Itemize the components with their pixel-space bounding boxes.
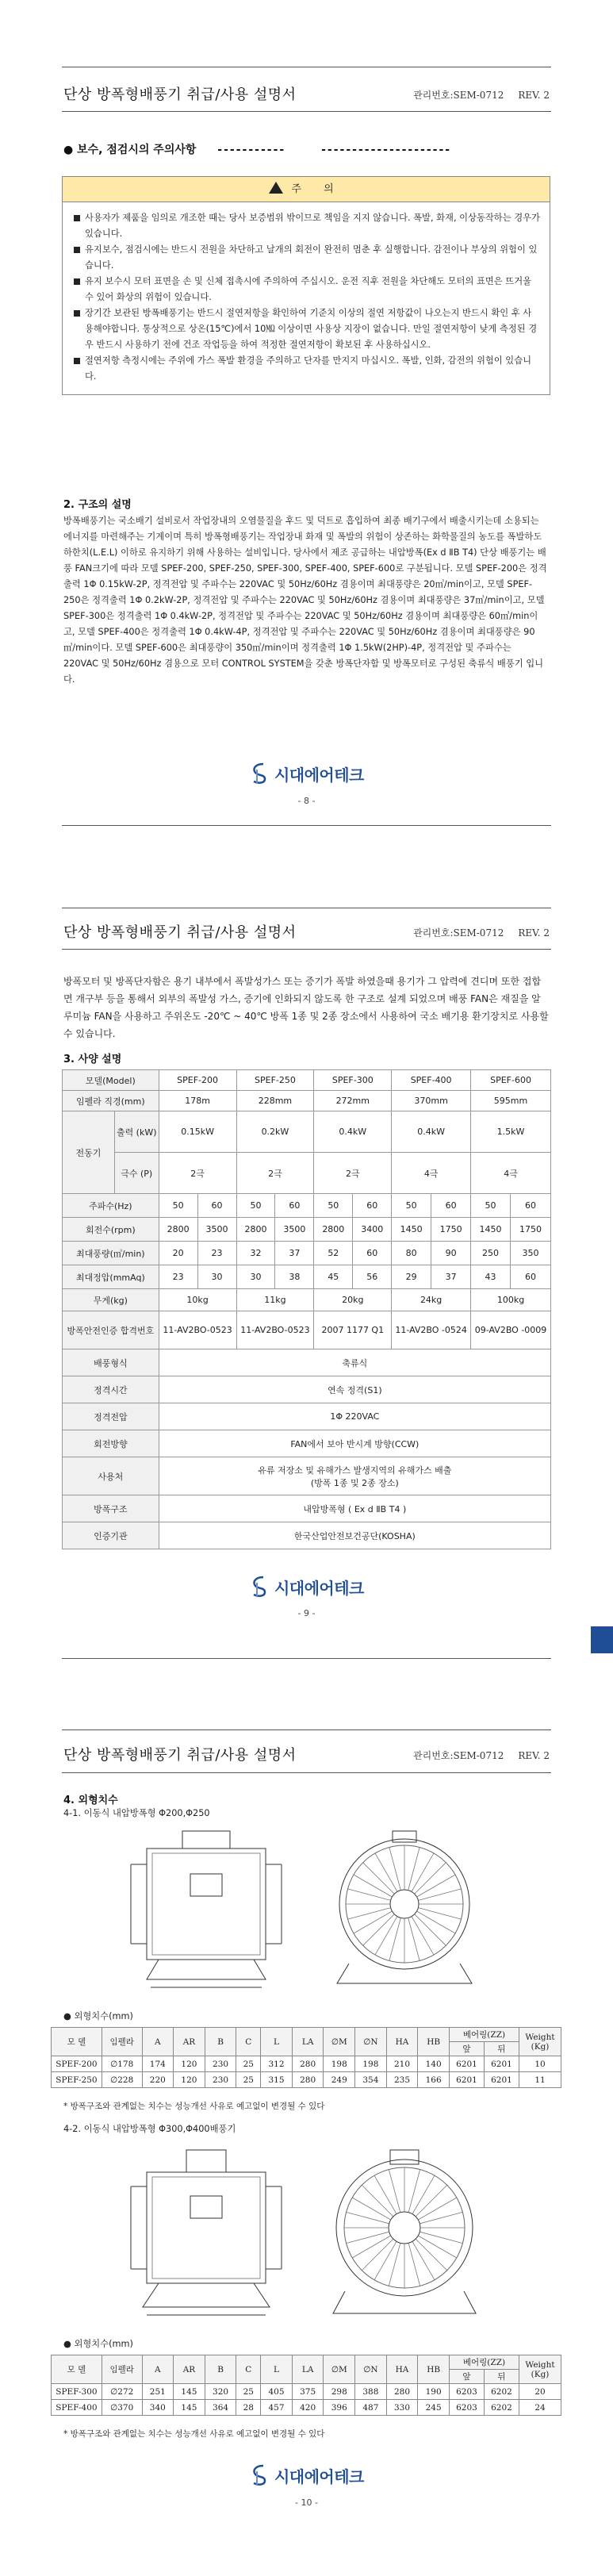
grille-spoke — [389, 1918, 400, 1960]
dim-cell: 235 — [386, 2072, 418, 2088]
spec-cell: 23 — [159, 1265, 197, 1289]
dim-header: HA — [386, 2028, 418, 2056]
grille-spoke — [374, 2241, 397, 2279]
dim-cell: 25 — [236, 2072, 261, 2088]
spec-row-rpm: 회전수(rpm) 2800 3500 2800 3500 2800 3400 1450 1750 1450 1750 — [63, 1218, 551, 1242]
grille-spoke — [352, 2198, 390, 2220]
grille-spoke — [362, 2239, 393, 2271]
spec-row-usage: 사용처 유류 저장소 및 유해가스 발생지역의 유해가스 배출 (방폭 1종 및 2종 장소) — [63, 1457, 551, 1495]
spec-title: 3. 사양 설명 — [63, 1054, 122, 1065]
dim-header: LA — [292, 2355, 324, 2384]
dim-cell: 6202 — [484, 2384, 519, 2400]
caution-list — [63, 202, 550, 394]
grille-spoke — [418, 2236, 456, 2258]
fan-drawing-300-400 — [63, 2140, 547, 2323]
caution-item: 절연저항 측정시에는 주위에 가스 폭발 환경을 주의하고 단자를 만지지 마십시오. 폭발, 인화, 감전의 위험이 있습니다. — [74, 353, 540, 385]
spec-cell: 23 — [197, 1242, 236, 1265]
dim-header: ∅N — [355, 2028, 387, 2056]
spec-cell: 3400 — [353, 1218, 392, 1242]
subsection-2-title: 4-2. 이동식 내압방폭형 Φ300,Φ400배풍기 — [63, 2124, 236, 2134]
spec-cell: 2800 — [314, 1218, 353, 1242]
spec-cell: 30 — [236, 1265, 275, 1289]
spec-cell: 1450 — [471, 1218, 511, 1242]
spec-cell: 2800 — [159, 1218, 197, 1242]
dimension-title: 4. 외형치수 — [63, 1795, 118, 1806]
grille-spoke — [412, 2175, 435, 2213]
spec-cell: 29 — [392, 1265, 431, 1289]
grille-spoke — [352, 2236, 390, 2258]
dim-cell: SPEF-200 — [52, 2056, 102, 2072]
page-8 — [0, 0, 613, 841]
dim-cell: 220 — [142, 2072, 174, 2088]
dim-header: 임펠라 — [102, 2355, 142, 2384]
page-number: - 10 - — [295, 2497, 318, 2508]
logo-mark-icon — [249, 762, 271, 785]
grille-spoke — [389, 2170, 400, 2213]
spec-cell: 1750 — [510, 1218, 550, 1242]
spec-row-cert-org: 인증기관 한국산업안전보건공단(KOSHA) — [63, 1522, 551, 1549]
spec-table — [62, 1069, 551, 1549]
caution-item: 사용자가 제품을 임의로 개조한 때는 당사 보증범위 밖이므로 책임을 지지 않습니다. 폭발, 화재, 이상동작하는 경우가 있습니다. — [74, 210, 540, 242]
spec-cell: 60 — [510, 1194, 550, 1218]
spec-row-frequency: 주파수(Hz) 50 60 50 60 50 60 50 60 50 60 — [63, 1194, 551, 1218]
structure-title: 2. 구조의 설명 — [63, 499, 132, 511]
spec-cell: 80 — [392, 1242, 431, 1265]
dim-cell: 315 — [261, 2072, 293, 2088]
grille-spoke — [408, 2243, 420, 2286]
dim-header: L — [261, 2028, 293, 2056]
dim-header: B — [205, 2355, 236, 2384]
grille-spoke — [408, 2170, 420, 2213]
spec-row-weight: 무게(kg) 10kg 11kg 20kg 24kg 100kg — [63, 1289, 551, 1311]
dim-cell: 140 — [418, 2056, 450, 2072]
spec-row-output: 전동기 출력 (kW) 0.15kW 0.2kW 0.4kW 0.4kW 1.5kW — [63, 1111, 551, 1153]
spec-row-rotation: 회전방향 FAN에서 보아 반시계 방향(CCW) — [63, 1430, 551, 1457]
grille-spoke — [374, 2175, 397, 2213]
dim-cell: 198 — [324, 2056, 355, 2072]
spec-cell: 50 — [392, 1194, 431, 1218]
dim-cell: SPEF-250 — [52, 2072, 102, 2088]
dim-cell: 24 — [519, 2400, 561, 2416]
spec-row-impeller: 임펠라 직경(mm) 178m 228mm 272mm 370mm 595mm — [63, 1091, 551, 1111]
dim-header: C — [236, 2028, 261, 2056]
page-10 — [0, 1666, 613, 2576]
grille-spoke — [420, 2232, 462, 2243]
intro-text: 방폭모터 및 방폭단자함은 용기 내부에서 폭발성가스 또는 증기가 폭발 하였을때 용기가 그 압력에 견디며 또한 접합면 개구부 등을 통해서 외부의 폭발성 가스, 증기에 인화되지 않도록 한 구조로 설계 되었으며 배풍 FAN은 재질을 알루미늄 FAN을 사용하고 주위온도 -20℃ ~ 40℃ 방폭 1종 및 2종 장소에서 사용하여 국소 배기용 환기장치로 사용할 수 있습니다. — [63, 976, 549, 1039]
dim-cell: 20 — [519, 2384, 561, 2400]
spec-row-max-pressure: 최대정압(mmAq) 23 30 30 38 45 56 29 37 43 60 — [63, 1265, 551, 1289]
spec-row-max-flow: 최대풍량(㎥/min) 20 23 32 37 52 60 80 90 250 350 — [63, 1242, 551, 1265]
dim-subheader: 앞 — [449, 2042, 484, 2056]
spec-cell: 90 — [431, 1242, 471, 1265]
doc-control — [399, 1749, 550, 1762]
dim-header: B — [205, 2028, 236, 2056]
dim-cell: 6201 — [484, 2072, 519, 2088]
control-number: 관리번호:SEM-0712 — [413, 1750, 504, 1761]
dim-cell: ∅272 — [102, 2384, 142, 2400]
spec-cell: 30 — [197, 1265, 236, 1289]
dimension-note-2: * 방폭구조와 관계없는 치수는 성능개선 사유로 예고없이 변경될 수 있다 — [63, 2429, 325, 2439]
spec-cell: 60 — [510, 1265, 550, 1289]
spec-cell: 60 — [197, 1194, 236, 1218]
dim-cell: 249 — [324, 2072, 355, 2088]
company-logo — [0, 2463, 613, 2487]
spec-cell: 60 — [353, 1242, 392, 1265]
spec-row-explosion: 방폭구조 내압방폭형 ( Ex d ⅡB T4 ) — [63, 1495, 551, 1522]
company-logo — [0, 1575, 613, 1599]
company-name: 시대에어테크 — [274, 765, 364, 785]
dim-cell: 6201 — [449, 2056, 484, 2072]
dim-cell: 320 — [205, 2384, 236, 2400]
dim-cell: 120 — [174, 2056, 205, 2072]
spec-cell: 350 — [510, 1242, 550, 1265]
dim-header: 임펠라 — [102, 2028, 142, 2056]
grille-spoke — [347, 2212, 389, 2223]
spec-row-model: 모델(Model) SPEF-200 SPEF-250 SPEF-300 SPEF-400 SPEF-600 — [63, 1070, 551, 1091]
caution-box — [62, 176, 550, 395]
dim-cell: 230 — [205, 2056, 236, 2072]
dim-cell: 145 — [174, 2400, 205, 2416]
dim-cell: 405 — [261, 2384, 293, 2400]
dim-cell: 190 — [418, 2384, 450, 2400]
spec-cell: 60 — [431, 1194, 471, 1218]
dim-header: 모 델 — [52, 2355, 102, 2384]
dim-cell: ∅228 — [102, 2072, 142, 2088]
spec-cell: 38 — [275, 1265, 314, 1289]
header-top-rule — [62, 1729, 551, 1730]
spec-cell: 37 — [275, 1242, 314, 1265]
grille-spoke — [408, 1848, 420, 1891]
grille-spoke — [418, 2198, 456, 2220]
spec-cell: 3500 — [197, 1218, 236, 1242]
dim-cell: 245 — [418, 2400, 450, 2416]
spec-cell: 1750 — [431, 1218, 471, 1242]
grille-spoke — [412, 2241, 435, 2279]
dim-cell: 10 — [519, 2056, 561, 2072]
dim-cell: 6201 — [484, 2056, 519, 2072]
dim-cell: ∅178 — [102, 2056, 142, 2072]
spec-cell: 1450 — [392, 1218, 431, 1242]
doc-control — [399, 926, 550, 939]
structure-text: 방폭배풍기는 국소배기 설비로서 작업장내의 오염물질을 후드 및 덕트로 흡입하여 최종 배기구에서 배출시키는데 소용되는 에너지를 마련해주는 기계이며 특히 방폭형배풍기는 작업장내 화재 및 폭발의 위험이 상존하는 화학물질의 농도를 폭발하도 하한치(L.E.L) 이하로 유지하기 위해 사용하는 설비입니다. 당사에서 제조 공급하는 내압방폭(Ex d ⅡB T4) 단상 배풍기는 배풍 FAN크기에 따라 모델 SPEF-200, SPEF-250, SPEF-300, SPEF-400, SPEF-600로 구분됩니다. 모델 SPEF-200은 정격출력 1Φ 0.15kW-2P, 정격전압 및 주파수는 220VAC 및 50Hz/60Hz 겸용이며 최대풍량은 20㎥/min이고, 모델 SPEF- 250은 정격출력 1Φ 0.2kW-2P, 정격전압 및 주파수는 220VAC 및 50Hz/60Hz 겸용이며 최대풍량은 37㎥/min이고, 모델 SPEF-300은 정격출력 1Φ 0.4kW-2P, 정격전압 및 주파수는 220VAC 및 50Hz/60Hz 겸용이며 최대풍량은 60㎥/min이고, 모델 SPEF-400은 정격출력 1Φ 0.4kW-4P, 정격전압 및 주파수는 220VAC 및 50Hz/60Hz 겸용이며 최대풍량은 90㎥/min이다. 모델 SPEF-600은 최대풍량이 350㎥/min이며 정격출력 1Φ 1.5kW(2HP)-4P, 정격전압 및 주파수는 220VAC 및 50Hz/60Hz 겸용으로 모터 CONTROL SYSTEM을 갖춘 방폭단자함 및 방폭모터로 구성된 축류식 배풍기 입니다. — [63, 516, 547, 685]
spec-row-poles: 극수 (P) 2극 2극 2극 4극 4극 — [63, 1153, 551, 1194]
grille-spoke — [362, 2185, 393, 2217]
dim-header: ∅M — [324, 2355, 355, 2384]
dim-cell: 388 — [355, 2384, 387, 2400]
table-row — [52, 2384, 561, 2400]
caution-item: 유지보수, 점검시에는 반드시 전원을 차단하고 날개의 회전이 완전히 멈춘 후 실행합니다. 감전이나 부상의 위험이 있습니다. — [74, 242, 540, 274]
dim-cell: 487 — [355, 2400, 387, 2416]
grille-spoke — [348, 1889, 391, 1900]
page-separator — [62, 1658, 551, 1659]
dim-cell: 6203 — [449, 2400, 484, 2416]
logo-mark-icon — [249, 2463, 271, 2487]
dim-header: LA — [292, 2028, 324, 2056]
dim-header: HB — [418, 2028, 450, 2056]
dim-header: A — [142, 2028, 174, 2056]
dim-cell: 145 — [174, 2384, 205, 2400]
warning-icon — [269, 182, 283, 194]
fan-drawing-200-250 — [63, 1825, 547, 1995]
spec-cell: 43 — [471, 1265, 511, 1289]
spec-cell: 50 — [159, 1194, 197, 1218]
dim-cell: 174 — [142, 2056, 174, 2072]
dim-cell: 210 — [386, 2056, 418, 2072]
spec-cell: 250 — [471, 1242, 511, 1265]
revision: REV. 2 — [518, 90, 550, 101]
dim-header: A — [142, 2355, 174, 2384]
spec-cell: 45 — [314, 1265, 353, 1289]
control-number: 관리번호:SEM-0712 — [413, 927, 504, 939]
table-row — [52, 2072, 561, 2088]
dim-cell: 354 — [355, 2072, 387, 2088]
grille-spoke — [418, 1889, 461, 1900]
spec-cell: 52 — [314, 1242, 353, 1265]
dim-subheader: 뒤 — [484, 2042, 519, 2056]
spec-cell: 3500 — [275, 1218, 314, 1242]
spec-cell: 60 — [353, 1194, 392, 1218]
dim-cell: 11 — [519, 2072, 561, 2088]
dim-header: C — [236, 2355, 261, 2384]
page-separator — [62, 825, 551, 826]
dim-cell: 340 — [142, 2400, 174, 2416]
header-bottom-rule — [62, 111, 551, 112]
dim-cell: 6203 — [449, 2384, 484, 2400]
spec-cell: 50 — [314, 1194, 353, 1218]
dim-subheader: 앞 — [449, 2370, 484, 2384]
dimension-label-1: ● 외형치수(mm) — [63, 2011, 133, 2021]
company-logo — [0, 762, 613, 785]
header-bottom-rule — [62, 949, 551, 950]
dim-header: L — [261, 2355, 293, 2384]
doc-title: 단상 방폭형배풍기 취급/사용 설명서 — [63, 1747, 297, 1764]
dim-cell: 280 — [386, 2384, 418, 2400]
dim-header: AR — [174, 2355, 205, 2384]
dim-header: 베어링(ZZ) — [449, 2028, 519, 2042]
control-number: 관리번호:SEM-0712 — [413, 90, 504, 101]
grille-spoke — [389, 1848, 400, 1891]
spec-cell: 32 — [236, 1242, 275, 1265]
dim-header: HB — [418, 2355, 450, 2384]
dim-header: ∅N — [355, 2355, 387, 2384]
header-bottom-rule — [62, 1772, 551, 1773]
spec-row-rating: 정격시간 연속 정격(S1) — [63, 1376, 551, 1403]
logo-mark-icon — [249, 1575, 271, 1599]
spec-cell: 37 — [431, 1265, 471, 1289]
dim-cell: 280 — [292, 2056, 324, 2072]
dim-cell: 457 — [261, 2400, 293, 2416]
dimension-note-1: * 방폭구조와 관계없는 치수는 성능개선 사유로 예고없이 변경될 수 있다 — [63, 2102, 325, 2111]
dim-header: AR — [174, 2028, 205, 2056]
dim-cell: 120 — [174, 2072, 205, 2088]
dim-cell: 298 — [324, 2384, 355, 2400]
dimension-label-2: ● 외형치수(mm) — [63, 2339, 133, 2349]
dimension-table-2 — [51, 2355, 561, 2416]
page-number: - 8 - — [297, 796, 316, 806]
revision: REV. 2 — [518, 927, 550, 939]
dim-header: Weight (Kg) — [519, 2028, 561, 2056]
company-name: 시대에어테크 — [274, 2467, 364, 2486]
dim-header: HA — [386, 2355, 418, 2384]
doc-title: 단상 방폭형배풍기 취급/사용 설명서 — [63, 86, 297, 103]
dim-cell: 330 — [386, 2400, 418, 2416]
spec-cell: 50 — [471, 1194, 511, 1218]
grille-spoke — [420, 2212, 462, 2223]
dim-cell: 198 — [355, 2056, 387, 2072]
grille-spoke — [418, 1908, 461, 1919]
dim-cell: SPEF-300 — [52, 2384, 102, 2400]
page-9 — [0, 841, 613, 1666]
spec-cell: 60 — [275, 1194, 314, 1218]
spec-cell: 56 — [353, 1265, 392, 1289]
dim-cell: 25 — [236, 2384, 261, 2400]
grille-spoke — [408, 1918, 420, 1960]
dim-cell: 280 — [292, 2072, 324, 2088]
grille-spoke — [347, 2232, 389, 2243]
dim-cell: ∅370 — [102, 2400, 142, 2416]
caution-item: 유지 보수시 모터 표면을 손 및 신체 접촉시에 주의하여 주십시오. 운전 직후 전원을 차단해도 모터의 표면은 뜨거울 수 있어 화상의 위험이 있습니다. — [74, 274, 540, 305]
dim-cell: 251 — [142, 2384, 174, 2400]
dim-cell: 230 — [205, 2072, 236, 2088]
dim-cell: 420 — [292, 2400, 324, 2416]
dim-cell: 28 — [236, 2400, 261, 2416]
dim-header: 모 델 — [52, 2028, 102, 2056]
dim-header: ∅M — [324, 2028, 355, 2056]
dim-cell: 396 — [324, 2400, 355, 2416]
spec-cell: 50 — [236, 1194, 275, 1218]
spec-cell: 20 — [159, 1242, 197, 1265]
page-number: - 9 - — [297, 1608, 316, 1618]
dim-cell: 166 — [418, 2072, 450, 2088]
spec-row-voltage: 정격전압 1Φ 220VAC — [63, 1403, 551, 1430]
dim-cell: 25 — [236, 2056, 261, 2072]
grille-spoke — [348, 1908, 391, 1919]
dim-cell: 6202 — [484, 2400, 519, 2416]
spec-cell: 2800 — [236, 1218, 275, 1242]
caution-section-title: ● 보수, 점검시의 주의사항 ----------- --------------------- — [63, 144, 452, 156]
grille-spoke — [416, 2239, 447, 2271]
grille-spoke — [389, 2243, 400, 2286]
dim-subheader: 뒤 — [484, 2370, 519, 2384]
dim-cell: SPEF-400 — [52, 2400, 102, 2416]
dim-cell: 364 — [205, 2400, 236, 2416]
table-row — [52, 2056, 561, 2072]
dim-cell: 312 — [261, 2056, 293, 2072]
company-name: 시대에어테크 — [274, 1578, 364, 1598]
spec-row-certification: 방폭안전인증 합격번호 11-AV2BO-0523 11-AV2BO-0523 2007 1177 Q1 11-AV2BO -0524 09-AV2BO -0009 — [63, 1311, 551, 1349]
dim-cell: 6201 — [449, 2072, 484, 2088]
doc-control — [399, 88, 550, 102]
section-tab-marker — [591, 1626, 613, 1653]
doc-title: 단상 방폭형배풍기 취급/사용 설명서 — [63, 924, 297, 941]
table-row — [52, 2400, 561, 2416]
dim-header: Weight (Kg) — [519, 2355, 561, 2384]
caution-header: 주 의 — [63, 177, 550, 202]
dim-header: 베어링(ZZ) — [449, 2355, 519, 2370]
grille-spoke — [416, 2185, 447, 2217]
revision: REV. 2 — [518, 1750, 550, 1761]
dimension-table-1 — [51, 2027, 561, 2088]
spec-row-fan-type: 배풍형식 축류식 — [63, 1349, 551, 1376]
caution-item: 장기간 보관된 방폭배풍기는 반드시 절연저항을 확인하여 기준치 이상의 절연 저항값이 나오는지 반드시 확인 후 사용해야합니다. 통상적으로 상온(15℃)에서 10㏁ 이상이면 사용상 지장이 없습니다. 만일 절연저항이 낮게 측정된 경우 반드시 사용하기 전에 건조 작업등을 하여 적정한 절연저항이 확보된 후 사용하십시오. — [74, 305, 540, 353]
subsection-1-title: 4-1. 이동식 내압방폭형 Φ200,Φ250 — [63, 1808, 210, 1818]
dim-cell: 375 — [292, 2384, 324, 2400]
